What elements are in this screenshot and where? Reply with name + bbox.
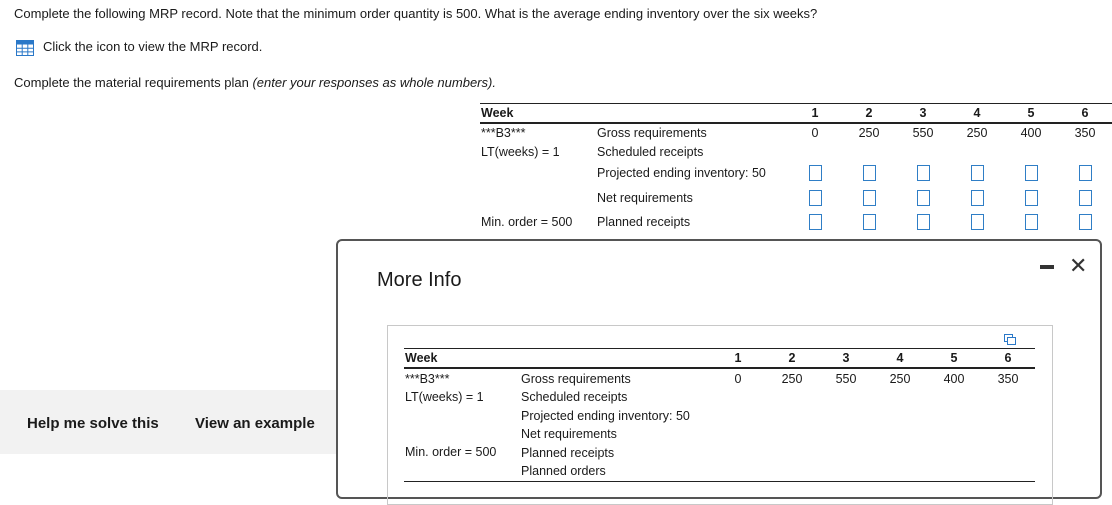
projected-input-week-5[interactable] — [1025, 165, 1038, 181]
scheduled-receipts-label: Scheduled receipts — [597, 145, 704, 159]
net-input-week-2[interactable] — [863, 190, 876, 206]
week-3: 3 — [919, 106, 927, 120]
gross-requirements-label: Gross requirements — [597, 126, 707, 140]
mrp-record-panel — [387, 325, 1053, 505]
modal-header-bottom-rule — [404, 367, 1035, 369]
copy-icon[interactable] — [1004, 334, 1016, 346]
min-order-label: Min. order = 500 — [481, 215, 573, 229]
modal-week-header: Week — [405, 351, 438, 365]
week-6: 6 — [1081, 106, 1089, 120]
lead-time-label: LT(weeks) = 1 — [481, 145, 560, 159]
modal-gross-label: Gross requirements — [521, 372, 631, 386]
projected-input-week-4[interactable] — [971, 165, 984, 181]
question-text: Complete the following MRP record. Note that the minimum order quantity is 500. What is the average ending inventory over the six weeks? — [14, 6, 818, 21]
modal-lead-time-label: LT(weeks) = 1 — [405, 390, 484, 404]
projected-inventory-label: Projected ending inventory: 50 — [597, 166, 766, 180]
net-requirements-label: Net requirements — [597, 191, 693, 205]
projected-input-week-6[interactable] — [1079, 165, 1092, 181]
net-input-week-6[interactable] — [1079, 190, 1092, 206]
week-5: 5 — [1027, 106, 1035, 120]
gross-week-4: 250 — [966, 126, 988, 140]
item-label: ***B3*** — [481, 126, 526, 140]
week-header: Week — [481, 106, 514, 120]
planned-input-week-6[interactable] — [1079, 214, 1092, 230]
modal-week-2: 2 — [788, 351, 796, 365]
modal-gross-week-1: 0 — [734, 372, 742, 386]
gross-week-6: 350 — [1074, 126, 1096, 140]
gross-week-1: 0 — [811, 126, 819, 140]
close-icon[interactable]: ✕ — [1069, 253, 1088, 278]
week-4: 4 — [973, 106, 981, 120]
modal-gross-week-3: 550 — [835, 372, 857, 386]
modal-planned-orders-label: Planned orders — [521, 464, 606, 478]
view-example-button[interactable]: View an example — [195, 415, 315, 432]
modal-planned-receipts-label: Planned receipts — [521, 446, 615, 460]
week-1: 1 — [811, 106, 819, 120]
minimize-icon[interactable] — [1040, 265, 1054, 269]
modal-week-5: 5 — [950, 351, 958, 365]
planned-input-week-4[interactable] — [971, 214, 984, 230]
modal-week-1: 1 — [734, 351, 742, 365]
projected-input-week-1[interactable] — [809, 165, 822, 181]
planned-input-week-2[interactable] — [863, 214, 876, 230]
projected-input-week-3[interactable] — [917, 165, 930, 181]
modal-gross-week-4: 250 — [889, 372, 911, 386]
planned-input-week-3[interactable] — [917, 214, 930, 230]
modal-week-4: 4 — [896, 351, 904, 365]
planned-input-week-5[interactable] — [1025, 214, 1038, 230]
view-mrp-link[interactable]: Click the icon to view the MRP record. — [43, 39, 263, 54]
planned-input-week-1[interactable] — [809, 214, 822, 230]
gross-week-3: 550 — [912, 126, 934, 140]
gross-week-5: 400 — [1020, 126, 1042, 140]
modal-net-label: Net requirements — [521, 427, 617, 441]
modal-gross-week-5: 400 — [943, 372, 965, 386]
instruction-text: Complete the material requirements plan (enter your responses as whole numbers). — [14, 75, 496, 90]
modal-scheduled-label: Scheduled receipts — [521, 390, 628, 404]
modal-item-label: ***B3*** — [405, 372, 450, 386]
projected-input-week-2[interactable] — [863, 165, 876, 181]
dialog-title: More Info — [377, 269, 462, 291]
modal-gross-week-6: 350 — [997, 372, 1019, 386]
modal-min-order-label: Min. order = 500 — [405, 445, 497, 459]
help-me-solve-button[interactable]: Help me solve this — [27, 415, 159, 432]
gross-week-2: 250 — [858, 126, 880, 140]
week-2: 2 — [865, 106, 873, 120]
planned-receipts-label: Planned receipts — [597, 215, 691, 229]
net-input-week-4[interactable] — [971, 190, 984, 206]
net-input-week-1[interactable] — [809, 190, 822, 206]
net-input-week-3[interactable] — [917, 190, 930, 206]
table-icon[interactable] — [16, 40, 34, 56]
modal-week-3: 3 — [842, 351, 850, 365]
net-input-week-5[interactable] — [1025, 190, 1038, 206]
modal-header-top-rule — [404, 348, 1035, 349]
modal-week-6: 6 — [1004, 351, 1012, 365]
more-info-dialog — [336, 239, 1102, 499]
modal-gross-week-2: 250 — [781, 372, 803, 386]
header-top-rule — [480, 103, 1112, 104]
modal-projected-label: Projected ending inventory: 50 — [521, 409, 690, 423]
header-bottom-rule — [480, 122, 1112, 124]
